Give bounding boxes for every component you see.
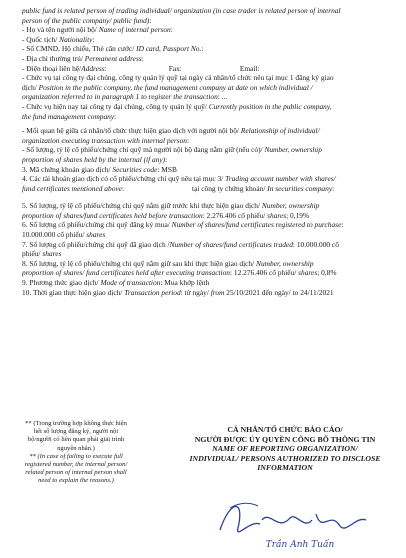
text-line: 10.000.000 cổ phiếu/ shares bbox=[22, 230, 106, 240]
id-card-row: - Số CMND, Hộ chiếu, Thẻ căn cước/ ID card, Passport No.: bbox=[22, 44, 204, 54]
footnote-vi: ** (Trong trường hợp không thực hiện hết số lượng đăng ký, người nội bộ/người có liên quan phải giải trình nguyên nhân.) bbox=[25, 420, 127, 452]
text-line: proportion of shares held by the internal (if any): bbox=[22, 154, 168, 164]
footnote bbox=[22, 420, 130, 486]
sign-title-en-1: NAME OF REPORTING ORGANIZATION/ bbox=[212, 444, 358, 454]
text-line: phiếu/ shares bbox=[22, 249, 62, 259]
text-line: person of the public company/ public fund): bbox=[22, 15, 152, 25]
holding-after-row: 8. Số lượng, tỷ lệ cổ phiếu/chứng chỉ quỹ nắm giữ sau khi thực hiện giao dịch/ Number, ownership bbox=[22, 258, 314, 268]
text-line: organization executing transaction with internal person: bbox=[22, 135, 190, 145]
text-line: organization referred to in paragraph 1 to register the transaction: ... bbox=[22, 92, 228, 102]
current-position-row: - Chức vụ hiện nay tại công ty đại chúng, công ty quản lý quỹ/ Currently position in the public company, bbox=[22, 101, 332, 111]
text-line: fund certificates mentioned above: tại công ty chứng khoán/ In securities company: bbox=[22, 183, 335, 193]
text-line: the fund management company: bbox=[22, 111, 117, 121]
relationship-row: - Mối quan hệ giữa cá nhân/tổ chức thực hiện giao dịch với người nội bộ/ Relationship of individual/ bbox=[22, 126, 320, 136]
registered-purchase-row: 6. Số lượng cổ phiếu/chứng chỉ quỹ đăng ký mua/ Number of shares/fund certificates registered to purchase: bbox=[22, 220, 344, 230]
transaction-period-row: 10. Thời gian thực hiện giao dịch/ Transaction period: từ ngày/ from 25/10/2021 đến ngày/ to 24/11/2021 bbox=[22, 287, 334, 297]
sign-title-vi-2: NGƯỜI ĐƯỢC ỦY QUYỀN CÔNG BỐ THÔNG TIN bbox=[194, 434, 376, 444]
signature-name: Trần Anh Tuấn bbox=[265, 540, 335, 550]
internal-holding-row: - Số lượng, tỷ lệ cổ phiếu/chứng chỉ quỹ mà người nội bộ đang nắm giữ (nếu có)/ Number, ownership bbox=[22, 145, 322, 155]
text-line: proportion of shares/ fund certificates held after executing transaction: 12.276.406 cổ phiếu/ shares; 0,8% bbox=[22, 268, 337, 278]
internal-person-name-row: - Họ và tên người nội bộ/ Name of internal person: bbox=[22, 25, 173, 35]
sign-title-en-3: INFORMATION bbox=[257, 463, 313, 473]
position-at-registration-row: - Chức vụ tại công ty đại chúng, công ty quản lý quỹ tại ngày cá nhân/tổ chức nêu tại mục 1 đăng ký giao bbox=[22, 73, 334, 83]
transaction-mode-row: 9. Phương thức giao dịch/ Mode of transaction: Mua khớp lệnh bbox=[22, 278, 210, 288]
sign-title-en-2: INDIVIDUAL/ PERSONS AUTHORIZED TO DISCLOSE bbox=[189, 453, 381, 463]
sign-title-vi-1: CÁ NHÂN/TỔ CHỨC BÁO CÁO/ bbox=[227, 425, 343, 434]
securities-code-row: 3. Mã chứng khoán giao dịch/ Securities code: MSB bbox=[22, 164, 177, 174]
fax-label: Fax: bbox=[168, 63, 182, 73]
signature-block bbox=[176, 425, 394, 473]
footnote-en: ** (In case of failing to execute full registered number, the internal person/ related person of internal person shall need to explain the reasons.) bbox=[24, 452, 128, 485]
text-line: public fund is related person of trading individual/ organization (in case trader is related person of internal bbox=[22, 6, 341, 15]
nationality-row: - Quốc tịch/ Nationality: bbox=[22, 34, 95, 44]
text-line: dịch/ Position in the public company, the fund management company at date on which individual / bbox=[22, 82, 313, 92]
permanent-address-row: - Địa chỉ thường trú/ Permanent address: bbox=[22, 53, 144, 63]
holding-before-row: 5. Số lượng, tỷ lệ cổ phiếu/chứng chỉ quỹ nắm giữ trước khi thực hiện giao dịch/ Number, ownership bbox=[22, 201, 320, 211]
email-label: Email: bbox=[239, 63, 260, 73]
trading-account-row: 4. Các tài khoản giao dịch có cổ phiếu/chứng chỉ quỹ nêu tại mục 3/ Trading account number with shares/ bbox=[22, 174, 336, 184]
disclosure-body bbox=[22, 6, 388, 297]
text-line: proportion of shares/fund certificates held before transaction: 2.276.406 cổ phiếu/ shares; 0,19% bbox=[22, 210, 310, 220]
shares-traded-row: 7. Số lượng cổ phiếu/chứng chỉ quỹ đã giao dịch /Number of shares/fund certificates traded: 10.000.000 cổ bbox=[22, 239, 339, 249]
contact-row: - Điện thoại liên hệ/Address: Fax: Email: bbox=[22, 63, 260, 73]
